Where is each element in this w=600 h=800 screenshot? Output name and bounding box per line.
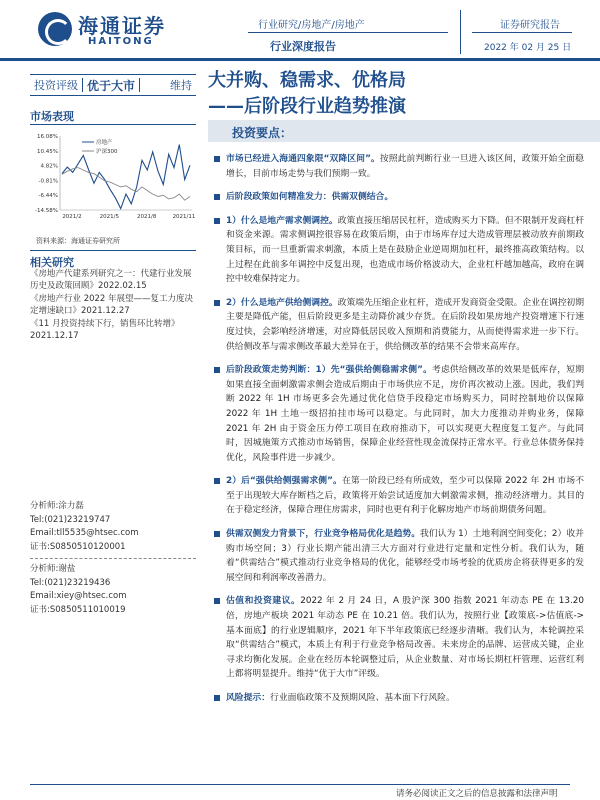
- series-line-real-estate: [62, 145, 190, 209]
- related-item[interactable]: 《房地产代建系列研究之一：代建行业发展历史及政策回顾》2022.02.15: [30, 269, 192, 291]
- disclaimer-text: 请务必阅读正文之后的信息披露和法律声明: [396, 789, 558, 799]
- keypoint-item: [214, 527, 584, 585]
- legend-label: 房地产: [96, 140, 113, 146]
- logo-chinese: 海通证券: [78, 14, 166, 38]
- x-tick-label: 2021/2: [62, 214, 82, 220]
- header-vertical-divider: [460, 10, 461, 54]
- keypoint-lead: 后阶段政策走势判断：1）先“强供给侧稳需求侧”。: [226, 365, 433, 376]
- analyst-cert: 证书:S0850510120001: [30, 541, 126, 552]
- related-heading: 相关研究: [30, 256, 74, 269]
- logo-emblem-icon: [38, 12, 72, 46]
- rating-action: 维持: [170, 79, 192, 92]
- y-tick-label: -0.81%: [38, 178, 58, 185]
- keypoints-header: [208, 120, 600, 142]
- keypoint-item: [214, 214, 584, 287]
- page-footer: [0, 784, 600, 800]
- y-tick-label: 16.08%: [37, 134, 58, 140]
- bullet-square-icon: [214, 300, 220, 306]
- keypoint-item: [214, 363, 584, 465]
- bullet-square-icon: [214, 218, 220, 224]
- keypoint-text: 政策直接压缩居民杠杆，造成购买力下降。但不限制开发商杠杆和资金来源。需求侧调控很容易在政策后期，由于市场库存过大造成管理层被动放弃前期政策目标，而一旦重新需求刺激，本质上是在鼓励企业逆周期加杠杆，最终推高政策结构。以上过程在此前多年调控中反复出现，也造成市场价格波动大，企业杠杆越加越高，政府在调控中较难保持定力。: [226, 215, 585, 285]
- haitong-logo: [38, 10, 178, 50]
- legend-label: 沪深300: [96, 149, 118, 155]
- analyst-divider: [30, 558, 196, 559]
- keypoints-heading: 投资要点：: [232, 126, 293, 140]
- keypoint-lead: 风险提示：: [226, 693, 270, 703]
- market-heading-rule: [30, 124, 196, 125]
- keypoint-lead: 2）后“强供给侧强需求侧”。: [226, 476, 342, 487]
- keypoint-text: 我们认为 1）土地利润空间变化；2）收并购市场空间；3）行业长期产能出清三大方面对行业进行定量和定性分析。我们认为，随着“供需结合”模式推动行业竞争格局的优化，能够经受市场考验的优质房企将获得更多的发展空间和利润率改善潜力。: [226, 529, 584, 583]
- keypoint-lead: 供需双侧发力背景下，行业竞争格局优化是趋势。: [226, 529, 421, 540]
- report-kind: 证券研究报告: [500, 20, 560, 31]
- y-tick-label: -14.58%: [35, 208, 58, 214]
- bullet-square-icon: [214, 367, 220, 373]
- report-date: 2022 年 02 月 25 日: [484, 43, 572, 53]
- bullet-square-icon: [214, 194, 220, 200]
- keypoint-item: [214, 594, 584, 682]
- analyst-email[interactable]: Email:xiey@htsec.com: [30, 591, 127, 601]
- market-performance-chart: [30, 128, 196, 230]
- analyst-name: 分析师:谢盐: [30, 564, 76, 574]
- analyst-info: [30, 500, 196, 617]
- analyst-cert: 证书:S0850511010019: [30, 604, 126, 615]
- keypoint-lead: 1）什么是地产需求侧调控。: [226, 215, 338, 226]
- bullet-square-icon: [214, 156, 220, 162]
- keypoint-item: [214, 691, 584, 706]
- y-tick-label: -6.44%: [38, 193, 58, 200]
- rating-separator: [139, 78, 140, 92]
- keypoint-item: [214, 190, 584, 205]
- report-type: 行业深度报告: [270, 40, 336, 53]
- keypoint-lead: 2）什么是地产供给侧调控。: [226, 297, 338, 308]
- x-tick-label: 2021/8: [136, 214, 157, 220]
- keypoint-item: [214, 474, 584, 518]
- report-title: 大并购、稳需求、优格局: [208, 70, 406, 91]
- keypoint-text: 2022 年 2 月 24 日，A 股沪深 300 指数 2021 年动态 PE 在 13.20 倍，房地产板块 2021 年动态 PE 在 10.21 倍。我们认为，按照行业【政策底->估值底->基本面底】的行业逻辑顺序，2021 年下半年政策底已经逐步清晰。我们认为，本轮调控采取“供需结合”模式，本质上有利于行业竞争格局改善。未来房企的品牌、运营成关键，企业寻求均衡化发展。企业在经历本轮调整过后，从企业数量、对市场长期杠杆管理、运营红利上都将明显提升。维持“优于大市”评级。: [226, 596, 584, 680]
- keypoint-text: 考虑供给侧改革的效果是低库存，短期如果直接全面刺激需求侧会造成后期由于市场供应不足，房价再次被动上涨。因此，我们判断 2022 年 1H 市场更多会先通过优化信贷手段稳定市场购买力，同时控制地价以保障 2022 年 1H 土地一级招拍挂市场可以稳定。与此同时，加大力度推动并购业务，保障 2021 年 2H 由于资金压力停工项目在政府推动下，可以实现更大程度复工复产。与此同时，因城施策方式推动市场销售，保障企业经营性现金流保持正常水平。行业总体债务保持优化，风险事件进一步减少。: [226, 365, 584, 463]
- logo-english: HAITONG: [88, 36, 154, 47]
- rating-value: 优于大市: [87, 78, 136, 93]
- keypoints-list: [214, 152, 584, 715]
- keypoint-text: 在第一阶段已经有所成效，至少可以保障 2022 年 2H 市场不至于出现较大库存断档之后，政策将开始尝试适度加大刺激需求侧，推动经济增力。其目的在于稳定经济，保障合理住房需求，同时也更有利于化解房地产市场前期债务问题。: [226, 476, 584, 516]
- keypoint-lead: 估值和投资建议。: [226, 596, 301, 607]
- analyst-name: 分析师:涂力磊: [30, 501, 84, 511]
- report-header: [0, 0, 600, 58]
- analyst-tel: Tel:(021)23219747: [30, 514, 111, 525]
- analyst-email[interactable]: Email:tll5535@htsec.com: [30, 528, 139, 538]
- keypoint-text: 行业面临政策不及预期风险、基本面下行风险。: [270, 693, 455, 703]
- report-category: 行业研究/房地产/房地产: [258, 20, 365, 31]
- bullet-square-icon: [214, 478, 220, 484]
- investment-rating: [30, 74, 196, 96]
- x-tick-label: 2021/11: [172, 214, 196, 220]
- header-right-divider: [472, 32, 572, 33]
- keypoint-item: [214, 152, 584, 181]
- x-tick-label: 2021/5: [99, 214, 120, 220]
- keypoint-text: 政策端先压缩企业杠杆，造成开发商资金受限。企业在调控初期主要是降低产能，但后阶段更多是主动降价减少存货。在后阶段如果房地产投资增速下行速度过快，会影响经济增速，对应降低居民收入预期和消费能力，从而使得需求进一步下行。供给侧改革与需求侧改革最大差异在于，供给侧改革的结果不会带来高库存。: [226, 297, 585, 352]
- chart-source: 资料来源：海通证券研究所: [36, 237, 120, 245]
- related-item[interactable]: 《11 月投资持续下行，销售环比转增》2021.12.17: [30, 319, 180, 341]
- bullet-square-icon: [214, 531, 220, 537]
- header-divider: [248, 32, 448, 33]
- bullet-square-icon: [214, 598, 220, 604]
- report-subtitle: ——后阶段行业趋势推演: [208, 96, 406, 117]
- footer-rule: [30, 784, 570, 785]
- bullet-square-icon: [214, 695, 220, 701]
- header-rule: [0, 58, 600, 61]
- market-bottom-rule: [30, 250, 196, 251]
- keypoint-item: [214, 296, 584, 354]
- analyst-tel: Tel:(021)23219436: [30, 577, 111, 588]
- y-tick-label: 10.45%: [37, 148, 58, 155]
- market-heading: 市场表现: [30, 110, 74, 123]
- related-item[interactable]: 《房地产行业 2022 年展望——复工力度决定增速缺口》2021.12.27: [30, 294, 194, 316]
- keypoint-text: 按照此前判断行业一旦进入该区间，政策开始全面稳增长，目前市场走势与我们预期一致。: [226, 154, 584, 179]
- related-research-list: [30, 268, 196, 343]
- y-tick-label: 4.82%: [40, 163, 58, 170]
- keypoint-lead: 市场已经进入海通四象限“双降区间”。: [226, 154, 380, 164]
- rating-label: 投资评级: [34, 79, 78, 92]
- keypoint-lead: 后阶段政策如何精准发力：供需双侧结合。: [226, 192, 394, 203]
